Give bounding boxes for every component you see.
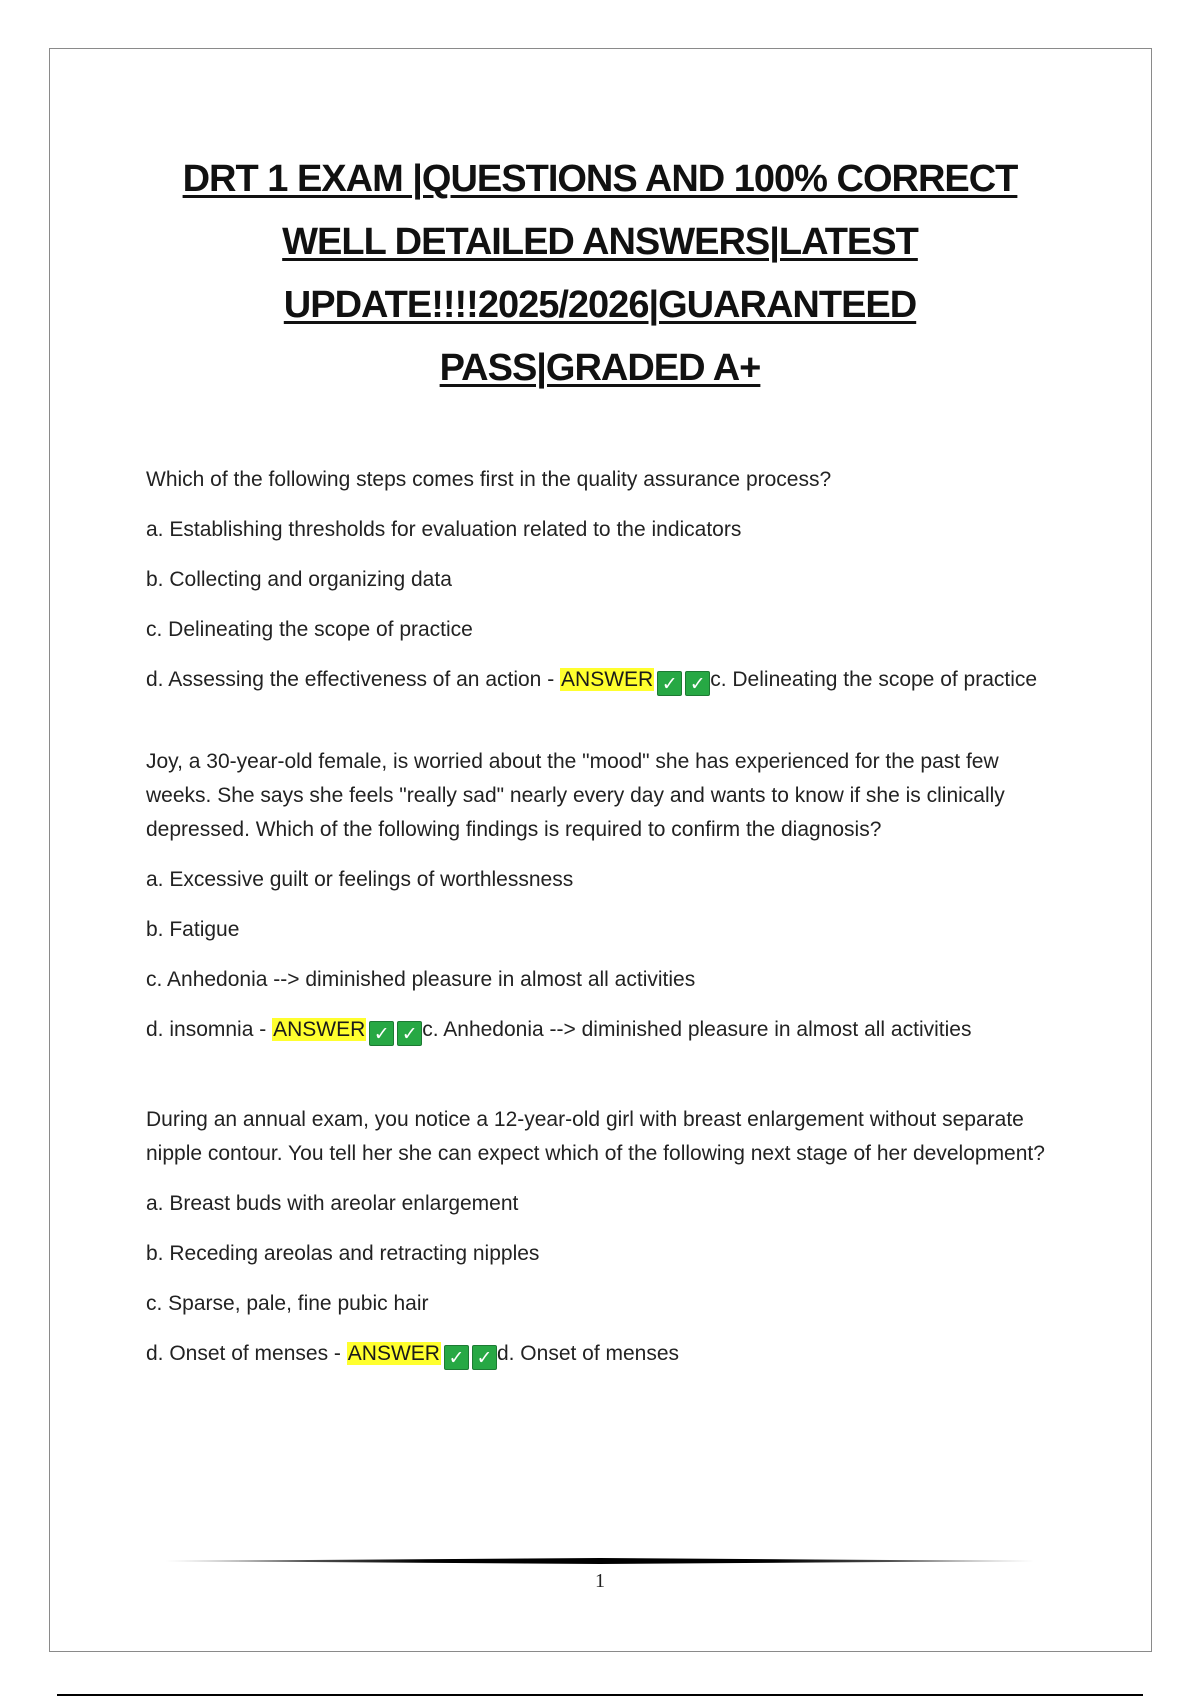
- check-mark-icon: ✓: [685, 671, 710, 696]
- option-d-with-answer: [146, 1337, 1066, 1371]
- title-line: WELL DETAILED ANSWERS|LATEST: [282, 221, 918, 263]
- title-line: UPDATE!!!!2025/2026|GUARANTEED: [283, 284, 917, 326]
- title-line: PASS|GRADED A+: [439, 347, 761, 389]
- option-d: d. insomnia -: [146, 1018, 273, 1041]
- page-number: 1: [595, 1570, 605, 1592]
- question-block: [146, 745, 1066, 1047]
- option-d: d. Assessing the effectiveness of an action -: [146, 668, 561, 691]
- question-text: During an annual exam, you notice a 12-year-old girl with breast enlargement without separate nipple contour. You tell her she can expect which of the following next stage of her development?: [146, 1108, 1045, 1165]
- option-b: b. Fatigue: [146, 918, 240, 941]
- option-d-with-answer: [146, 663, 1066, 697]
- option-c: c. Sparse, pale, fine pubic hair: [146, 1292, 429, 1315]
- question-text: Which of the following steps comes first in the quality assurance process?: [146, 468, 832, 491]
- question-text: Joy, a 30-year-old female, is worried about the "mood" she has experienced for the past few weeks. She says she feels "really sad" nearly every day and wants to know if she is clinically depressed. Which of the following findings is required to confirm the diagnosis?: [146, 750, 1005, 841]
- document-title: [0, 148, 1200, 400]
- answer-label: ANSWER: [347, 1342, 440, 1365]
- correct-answer: c. Delineating the scope of practice: [710, 668, 1038, 691]
- option-a: a. Excessive guilt or feelings of worthlessness: [146, 868, 574, 891]
- answer-label: ANSWER: [561, 668, 654, 691]
- question-list: [146, 463, 1066, 1371]
- correct-answer: c. Anhedonia --> diminished pleasure in almost all activities: [422, 1018, 972, 1041]
- check-mark-icon: ✓: [472, 1345, 497, 1370]
- option-c: c. Delineating the scope of practice: [146, 618, 473, 641]
- option-b: b. Receding areolas and retracting nipples: [146, 1242, 540, 1265]
- check-mark-icon: ✓: [657, 671, 682, 696]
- spacer: [146, 1047, 1066, 1103]
- title-line: DRT 1 EXAM |QUESTIONS AND 100% CORRECT: [182, 158, 1018, 200]
- question-block: [146, 463, 1066, 697]
- option-d: d. Onset of menses -: [146, 1342, 347, 1365]
- option-c: c. Anhedonia --> diminished pleasure in almost all activities: [146, 968, 696, 991]
- spacer: [146, 697, 1066, 745]
- option-d-with-answer: [146, 1013, 1066, 1047]
- option-b: b. Collecting and organizing data: [146, 568, 452, 591]
- option-a: a. Breast buds with areolar enlargement: [146, 1192, 519, 1215]
- check-mark-icon: ✓: [397, 1021, 422, 1046]
- bottom-rule: [57, 1694, 1143, 1696]
- question-block: [146, 1103, 1066, 1371]
- correct-answer: d. Onset of menses: [496, 1342, 680, 1365]
- check-mark-icon: ✓: [369, 1021, 394, 1046]
- option-a: a. Establishing thresholds for evaluation related to the indicators: [146, 518, 742, 541]
- check-mark-icon: ✓: [444, 1345, 469, 1370]
- answer-label: ANSWER: [273, 1018, 366, 1041]
